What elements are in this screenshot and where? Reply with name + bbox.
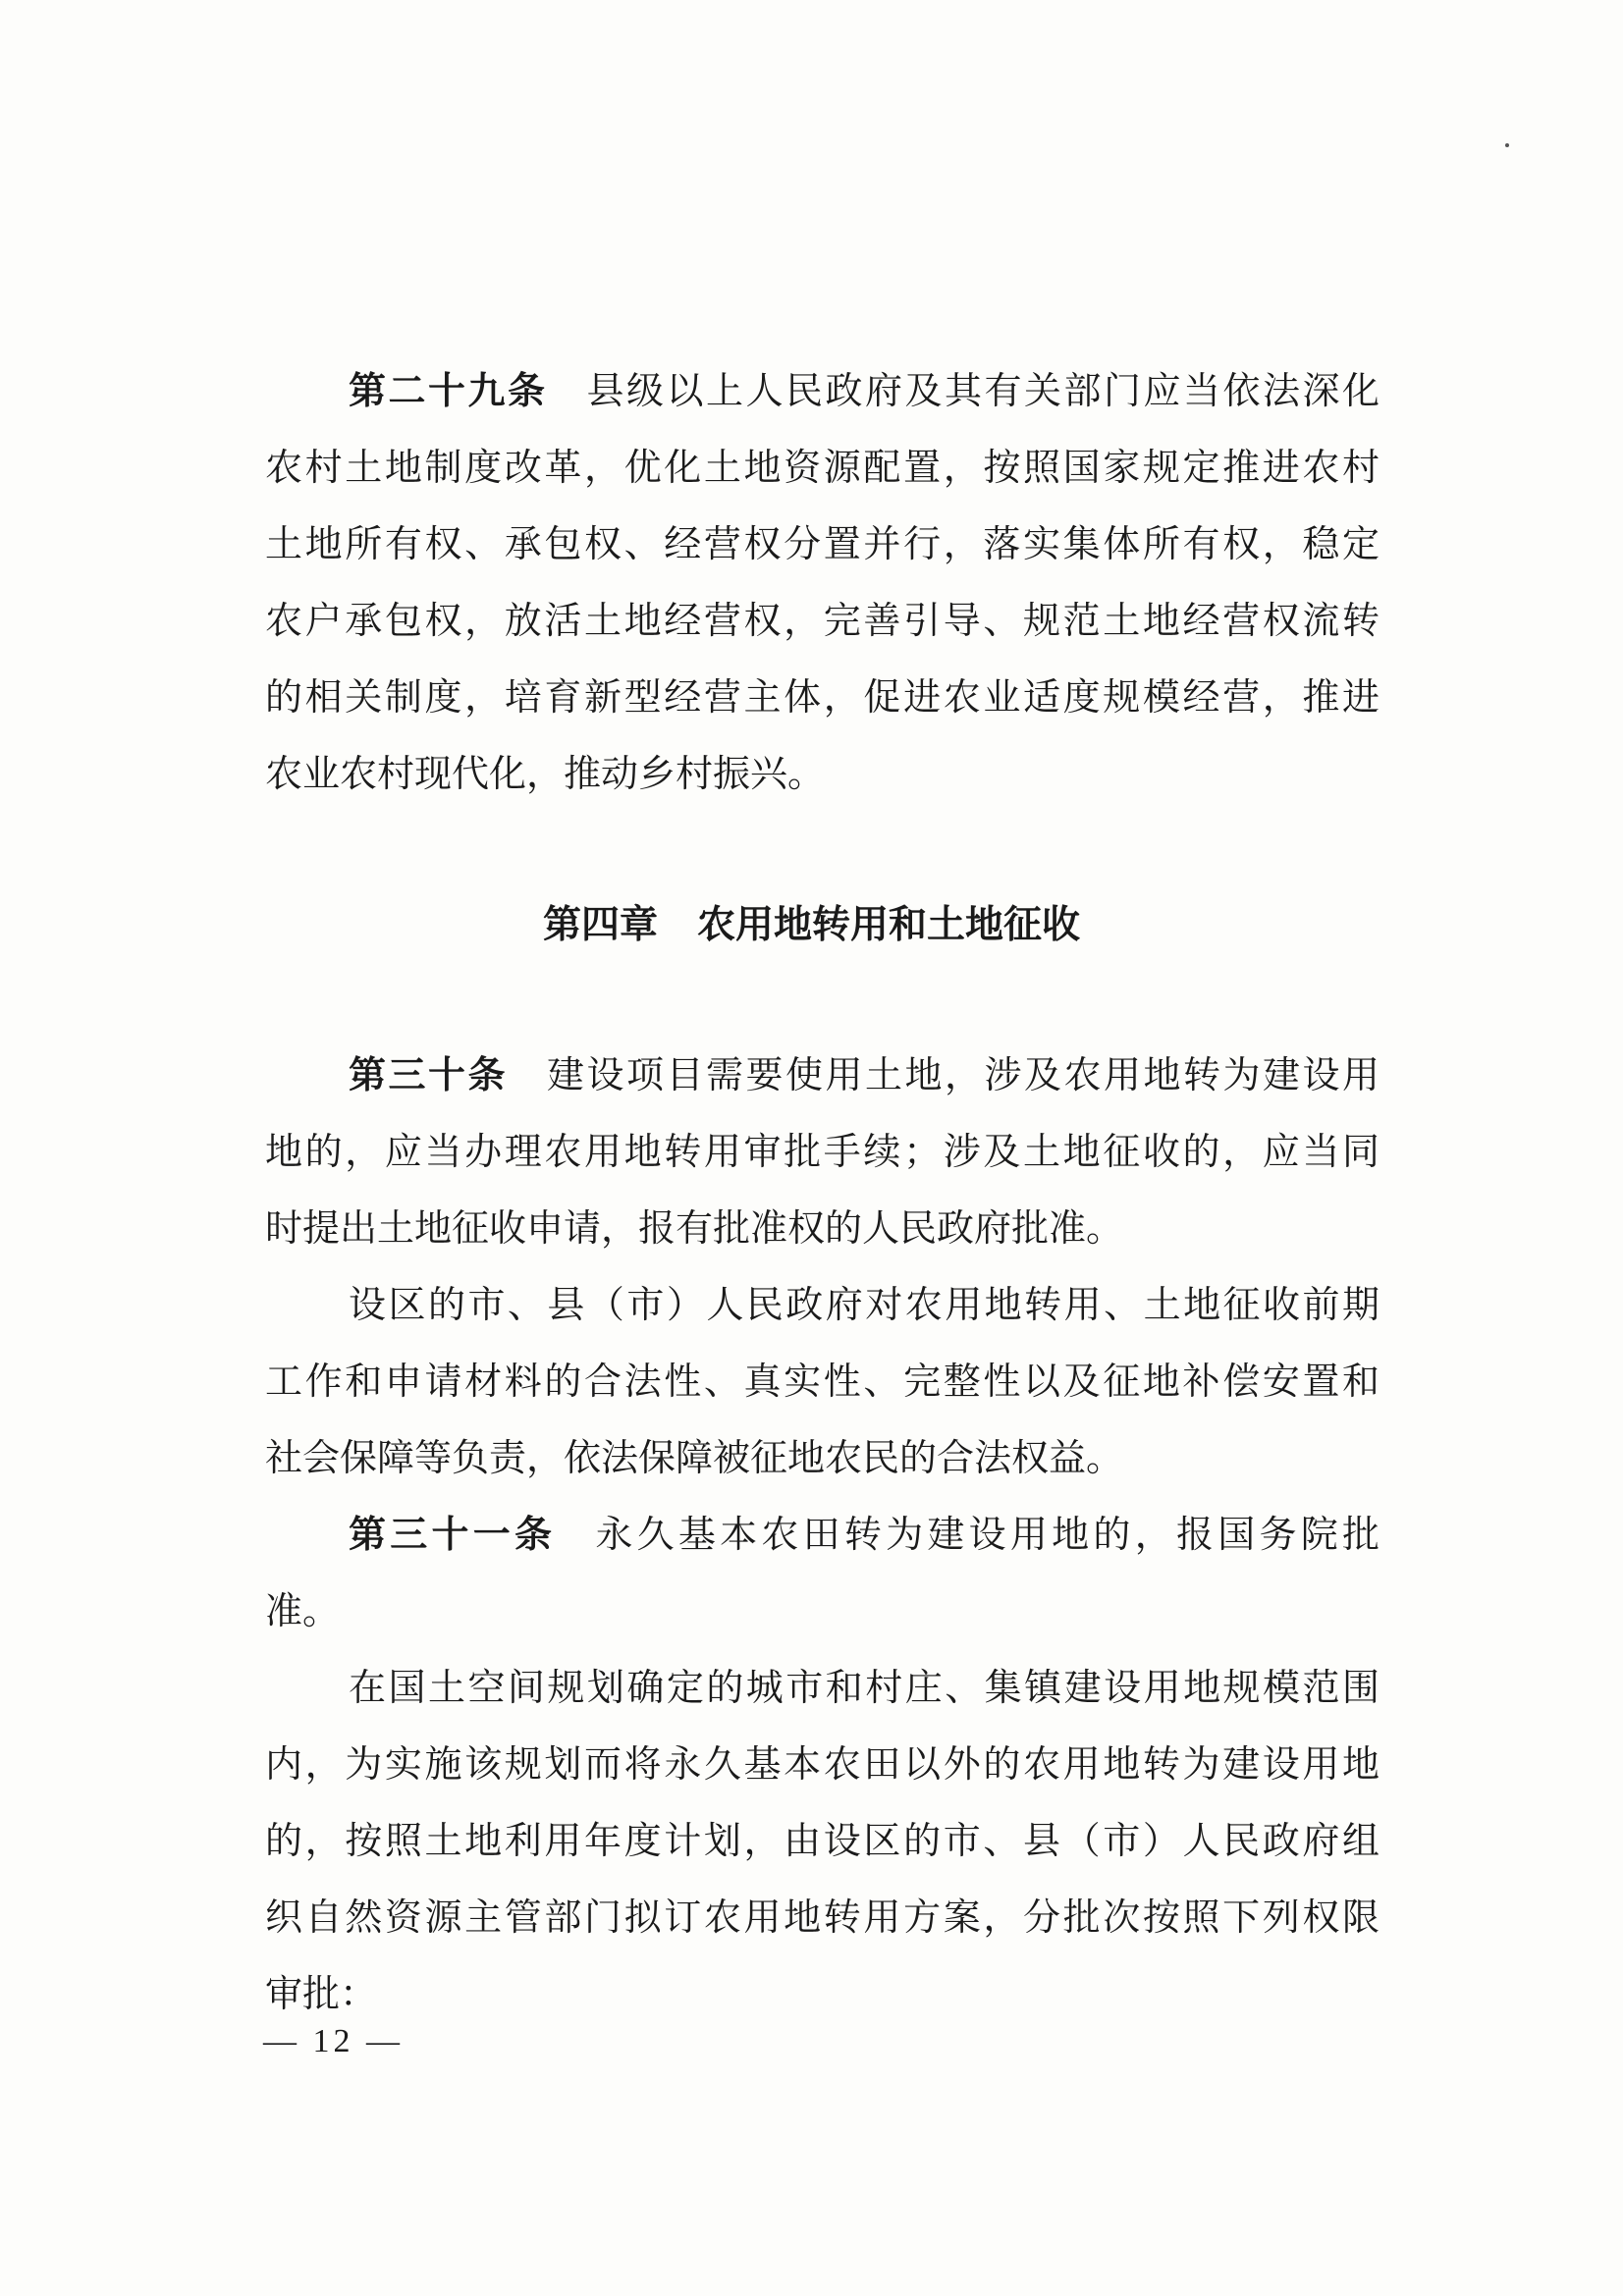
page-number: — 12 — [263, 2023, 404, 2059]
article-30-line-2: 地的，应当办理农用地转用审批手续；涉及土地征收的，应当同 [265, 1130, 1380, 1173]
article-31-para2-line-3: 的，按照土地利用年度计划，由设区的市、县（市）人民政府组 [265, 1819, 1380, 1862]
article-31-para2-line-1: 在国土空间规划确定的城市和村庄、集镇建设用地规模范围 [349, 1666, 1380, 1709]
scan-speck [1505, 143, 1509, 147]
article-29-line-4: 农户承包权，放活土地经营权，完善引导、规范土地经营权流转 [265, 599, 1380, 642]
article-31-para2-line-4: 织自然资源主管部门拟订农用地转用方案，分批次按照下列权限 [265, 1896, 1380, 1939]
article-29-title: 第二十九条 [349, 369, 548, 412]
article-30-para2-line-2: 工作和申请材料的合法性、真实性、完整性以及征地补偿安置和 [265, 1360, 1380, 1403]
article-29-line-2: 农村土地制度改革，优化土地资源配置，按照国家规定推进农村 [265, 446, 1380, 489]
chapter-title: 农用地转用和土地征收 [697, 903, 1081, 947]
article-29-line-1 [349, 361, 1380, 420]
article-30-line-3: 时提出土地征收申请，报有批准权的人民政府批准。 [265, 1206, 1124, 1250]
article-31-text-1: 永久基本农田转为建设用地的，报国务院批 [595, 1513, 1380, 1556]
article-31-title: 第三十一条 [349, 1513, 557, 1556]
article-31-para2-line-2: 内，为实施该规划而将永久基本农田以外的农用地转为建设用地 [265, 1742, 1380, 1786]
chapter-heading [0, 896, 1623, 955]
article-30-text-1: 建设项目需要使用土地，涉及农用地转为建设用 [547, 1053, 1380, 1096]
chapter-number: 第四章 [542, 903, 658, 947]
article-30-line-1 [349, 1045, 1380, 1104]
article-29-line-5: 的相关制度，培育新型经营主体，促进农业适度规模经营，推进 [265, 675, 1380, 719]
article-31-line-1 [349, 1505, 1380, 1564]
article-31-para2-line-5: 审批： [265, 1972, 378, 2015]
article-30-para2-line-1: 设区的市、县（市）人民政府对农用地转用、土地征收前期 [349, 1283, 1380, 1326]
article-30-title: 第三十条 [349, 1053, 508, 1096]
article-29-text-1: 县级以上人民政府及其有关部门应当依法深化 [586, 369, 1380, 412]
article-30-para2-line-3: 社会保障等负责，依法保障被征地农民的合法权益。 [265, 1436, 1124, 1479]
article-29-line-6: 农业农村现代化，推动乡村振兴。 [265, 752, 826, 795]
article-31-line-2: 准。 [265, 1589, 341, 1632]
article-29-line-3: 土地所有权、承包权、经营权分置并行，落实集体所有权，稳定 [265, 522, 1380, 565]
